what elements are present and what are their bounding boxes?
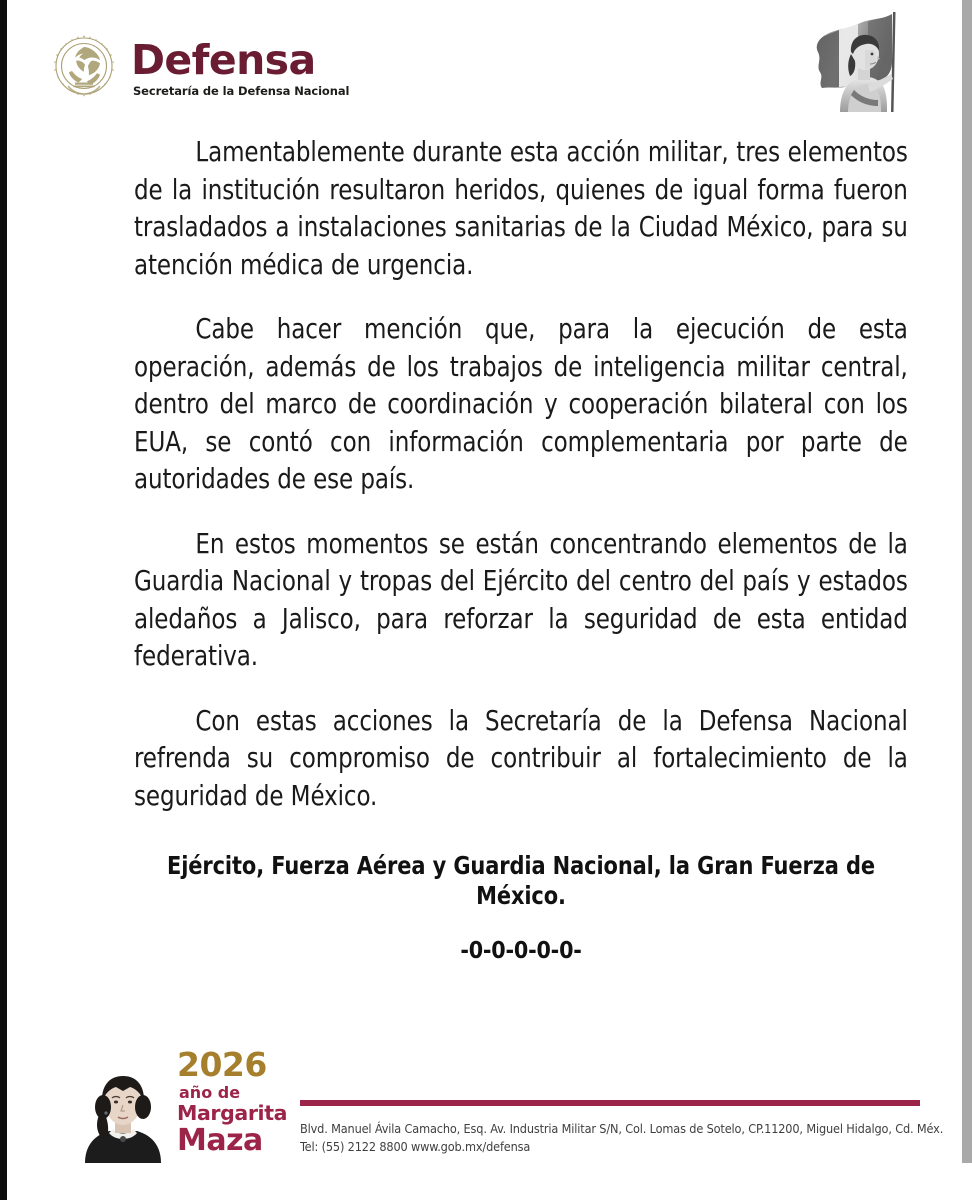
- woman-holding-flag-image: [796, 8, 914, 116]
- margarita-maza-portrait-icon: [75, 1063, 171, 1163]
- commemorative-name-first: Margarita: [177, 1101, 288, 1125]
- screenshot-right-edge: [962, 0, 972, 1163]
- brand-subtitle: Secretaría de la Defensa Nacional: [133, 83, 350, 98]
- screenshot-right-edge-lower: [962, 1163, 972, 1200]
- brand-lockup: [48, 30, 349, 104]
- commemorative-text-block: [177, 1045, 288, 1163]
- commemorative-year: 2026: [177, 1045, 267, 1084]
- commemorative-ano-de: año de: [179, 1083, 241, 1102]
- body-paragraph: Con estas acciones la Secretaría de la Defensa Nacional refrenda su compromiso de contribuir al fortalecimiento de la seguridad de México.: [134, 704, 908, 812]
- body-paragraph: Cabe hacer mención que, para la ejecución de esta operación, además de los trabajos de inteligencia militar central, dentro del marco de coordinación y cooperación bilateral con los EUA, se contó con información complementaria por parte de autoridades de ese país.: [134, 313, 908, 495]
- document-header: [0, 0, 962, 122]
- commemorative-name-last: Maza: [177, 1123, 263, 1158]
- brand-text-block: [131, 36, 349, 99]
- footer-divider-rule: [300, 1100, 920, 1106]
- mexican-national-emblem-icon: [48, 30, 120, 104]
- margarita-maza-commemorative-logo: [75, 1045, 288, 1163]
- footer-address-block: [300, 1100, 944, 1155]
- screenshot-left-edge: [0, 0, 7, 1200]
- separator-dashes: -0-0-0-0-0-: [460, 938, 582, 964]
- signature-line: Ejército, Fuerza Aérea y Guardia Nacional, la Gran Fuerza de México.: [166, 851, 876, 910]
- footer-address-line-1: Blvd. Manuel Ávila Camacho, Esq. Av. Industria Militar S/N, Col. Lomas de Sotelo, CP.11200, Miguel Hidalgo, Cd. Méx.: [300, 1121, 944, 1136]
- document-body: [134, 134, 908, 965]
- document-footer: [0, 1043, 962, 1163]
- page-title: Defensa: [131, 35, 316, 84]
- footer-address-line-2: Tel: (55) 2122 8800 www.gob.mx/defensa: [300, 1138, 531, 1154]
- body-paragraph: En estos momentos se están concentrando elementos de la Guardia Nacional y tropas del Ejército del centro del país y estados aledaños a Jalisco, para reforzar la seguridad de esta entidad federativa.: [134, 527, 908, 672]
- body-paragraph: Lamentablemente durante esta acción militar, tres elementos de la institución resultaron heridos, quienes de igual forma fueron trasladados a instalaciones sanitarias de la Ciudad México, para su atención médica de urgencia.: [134, 136, 908, 281]
